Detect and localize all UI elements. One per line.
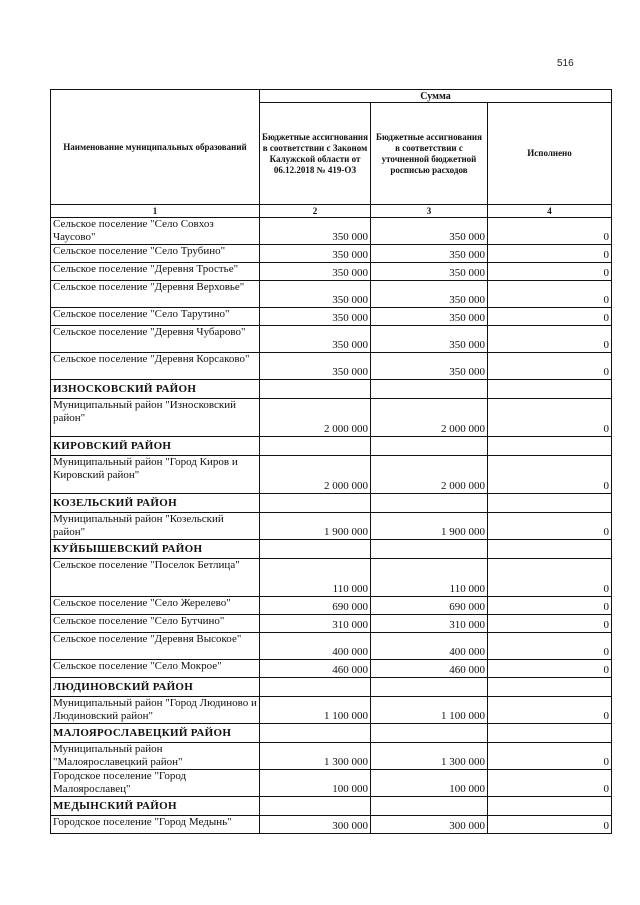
district-empty-cell — [371, 678, 488, 697]
budget-amount: 100 000 — [260, 770, 371, 797]
executed-amount: 0 — [488, 615, 612, 633]
budget-table — [50, 89, 612, 834]
refined-amount: 350 000 — [371, 353, 488, 380]
header-executed: Исполнено — [488, 103, 612, 205]
executed-amount: 0 — [488, 456, 612, 494]
district-empty-cell — [488, 380, 612, 399]
district-row — [51, 380, 612, 399]
budget-amount: 1 900 000 — [260, 513, 371, 540]
executed-amount: 0 — [488, 353, 612, 380]
municipality-name: Сельское поселение "Деревня Верховье" — [51, 281, 260, 308]
page-number: 516 — [557, 58, 574, 69]
municipality-name: Городское поселение "Город Медынь" — [51, 816, 260, 834]
municipality-name: Муниципальный район "Город Киров и Кировский район" — [51, 456, 260, 494]
table-row — [51, 770, 612, 797]
table-row — [51, 218, 612, 245]
district-row — [51, 540, 612, 559]
header-refined: Бюджетные ассигнования в соответствии с уточненной бюджетной росписью расходов — [371, 103, 488, 205]
executed-amount: 0 — [488, 816, 612, 834]
table-row — [51, 743, 612, 770]
district-empty-cell — [260, 540, 371, 559]
refined-amount: 350 000 — [371, 326, 488, 353]
column-number-3: 3 — [371, 205, 488, 218]
district-empty-cell — [488, 494, 612, 513]
budget-amount: 110 000 — [260, 559, 371, 597]
executed-amount: 0 — [488, 770, 612, 797]
refined-amount: 2 000 000 — [371, 456, 488, 494]
refined-amount: 310 000 — [371, 615, 488, 633]
budget-amount: 1 100 000 — [260, 697, 371, 724]
district-empty-cell — [260, 494, 371, 513]
executed-amount: 0 — [488, 697, 612, 724]
refined-amount: 690 000 — [371, 597, 488, 615]
executed-amount: 0 — [488, 559, 612, 597]
budget-amount: 2 000 000 — [260, 399, 371, 437]
refined-amount: 350 000 — [371, 281, 488, 308]
table-row — [51, 615, 612, 633]
refined-amount: 350 000 — [371, 218, 488, 245]
table-row — [51, 353, 612, 380]
column-number-1: 1 — [51, 205, 260, 218]
table-row — [51, 308, 612, 326]
refined-amount: 100 000 — [371, 770, 488, 797]
table-row — [51, 281, 612, 308]
municipality-name: Муниципальный район "Износковский район" — [51, 399, 260, 437]
budget-amount: 350 000 — [260, 326, 371, 353]
district-name: КОЗЕЛЬСКИЙ РАЙОН — [51, 494, 260, 513]
executed-amount: 0 — [488, 218, 612, 245]
refined-amount: 1 300 000 — [371, 743, 488, 770]
budget-amount: 350 000 — [260, 308, 371, 326]
table-row — [51, 597, 612, 615]
executed-amount: 0 — [488, 263, 612, 281]
budget-amount: 350 000 — [260, 263, 371, 281]
municipality-name: Сельское поселение "Деревня Тростье" — [51, 263, 260, 281]
executed-amount: 0 — [488, 513, 612, 540]
municipality-name: Сельское поселение "Село Мокрое" — [51, 660, 260, 678]
budget-amount: 300 000 — [260, 816, 371, 834]
executed-amount: 0 — [488, 743, 612, 770]
district-empty-cell — [488, 437, 612, 456]
district-empty-cell — [371, 724, 488, 743]
header-budget: Бюджетные ассигнования в соответствии с Законом Калужской области от 06.12.2018 № 419-ОЗ — [260, 103, 371, 205]
table-row — [51, 456, 612, 494]
district-empty-cell — [371, 494, 488, 513]
district-empty-cell — [488, 540, 612, 559]
column-number-4: 4 — [488, 205, 612, 218]
municipality-name: Сельское поселение "Деревня Высокое" — [51, 633, 260, 660]
budget-amount: 2 000 000 — [260, 456, 371, 494]
district-empty-cell — [371, 797, 488, 816]
refined-amount: 350 000 — [371, 245, 488, 263]
refined-amount: 1 900 000 — [371, 513, 488, 540]
district-row — [51, 494, 612, 513]
refined-amount: 350 000 — [371, 308, 488, 326]
district-empty-cell — [371, 380, 488, 399]
district-empty-cell — [371, 540, 488, 559]
column-number-2: 2 — [260, 205, 371, 218]
district-empty-cell — [488, 678, 612, 697]
table-row — [51, 263, 612, 281]
district-row — [51, 437, 612, 456]
executed-amount: 0 — [488, 326, 612, 353]
district-empty-cell — [260, 380, 371, 399]
budget-amount: 460 000 — [260, 660, 371, 678]
executed-amount: 0 — [488, 399, 612, 437]
district-row — [51, 678, 612, 697]
table-row — [51, 245, 612, 263]
budget-amount: 350 000 — [260, 353, 371, 380]
district-name: ЛЮДИНОВСКИЙ РАЙОН — [51, 678, 260, 697]
district-row — [51, 724, 612, 743]
table-row — [51, 326, 612, 353]
district-name: МЕДЫНСКИЙ РАЙОН — [51, 797, 260, 816]
district-name: ИЗНОСКОВСКИЙ РАЙОН — [51, 380, 260, 399]
budget-amount: 400 000 — [260, 633, 371, 660]
table-row — [51, 816, 612, 834]
executed-amount: 0 — [488, 660, 612, 678]
municipality-name: Сельское поселение "Поселок Бетлица" — [51, 559, 260, 597]
table-row — [51, 633, 612, 660]
municipality-name: Муниципальный район "Малоярославецкий район" — [51, 743, 260, 770]
executed-amount: 0 — [488, 597, 612, 615]
budget-amount: 310 000 — [260, 615, 371, 633]
district-empty-cell — [488, 797, 612, 816]
municipality-name: Муниципальный район "Город Людиново и Людиновский район" — [51, 697, 260, 724]
district-name: КИРОВСКИЙ РАЙОН — [51, 437, 260, 456]
executed-amount: 0 — [488, 245, 612, 263]
district-empty-cell — [260, 724, 371, 743]
table-row — [51, 399, 612, 437]
refined-amount: 400 000 — [371, 633, 488, 660]
municipality-name: Городское поселение "Город Малоярославец" — [51, 770, 260, 797]
header-sum-group: Сумма — [260, 90, 612, 103]
refined-amount: 110 000 — [371, 559, 488, 597]
executed-amount: 0 — [488, 633, 612, 660]
refined-amount: 2 000 000 — [371, 399, 488, 437]
refined-amount: 460 000 — [371, 660, 488, 678]
budget-amount: 350 000 — [260, 245, 371, 263]
budget-amount: 690 000 — [260, 597, 371, 615]
municipality-name: Сельское поселение "Деревня Корсаково" — [51, 353, 260, 380]
district-name: КУЙБЫШЕВСКИЙ РАЙОН — [51, 540, 260, 559]
header-name: Наименование муниципальных образований — [51, 90, 260, 205]
municipality-name: Сельское поселение "Село Бутчино" — [51, 615, 260, 633]
table-row — [51, 660, 612, 678]
refined-amount: 1 100 000 — [371, 697, 488, 724]
executed-amount: 0 — [488, 281, 612, 308]
district-empty-cell — [488, 724, 612, 743]
refined-amount: 350 000 — [371, 263, 488, 281]
district-name: МАЛОЯРОСЛАВЕЦКИЙ РАЙОН — [51, 724, 260, 743]
executed-amount: 0 — [488, 308, 612, 326]
table-body — [51, 218, 612, 834]
municipality-name: Сельское поселение "Деревня Чубарово" — [51, 326, 260, 353]
municipality-name: Сельское поселение "Село Трубино" — [51, 245, 260, 263]
budget-amount: 350 000 — [260, 281, 371, 308]
table-row — [51, 513, 612, 540]
municipality-name: Сельское поселение "Село Тарутино" — [51, 308, 260, 326]
refined-amount: 300 000 — [371, 816, 488, 834]
district-empty-cell — [260, 437, 371, 456]
table-row — [51, 697, 612, 724]
municipality-name: Сельское поселение "Село Жерелево" — [51, 597, 260, 615]
budget-amount: 1 300 000 — [260, 743, 371, 770]
district-empty-cell — [260, 678, 371, 697]
district-row — [51, 797, 612, 816]
municipality-name: Муниципальный район "Козельский район" — [51, 513, 260, 540]
district-empty-cell — [260, 797, 371, 816]
table-row — [51, 559, 612, 597]
municipality-name: Сельское поселение "Село Совхоз Чаусово" — [51, 218, 260, 245]
budget-amount: 350 000 — [260, 218, 371, 245]
district-empty-cell — [371, 437, 488, 456]
